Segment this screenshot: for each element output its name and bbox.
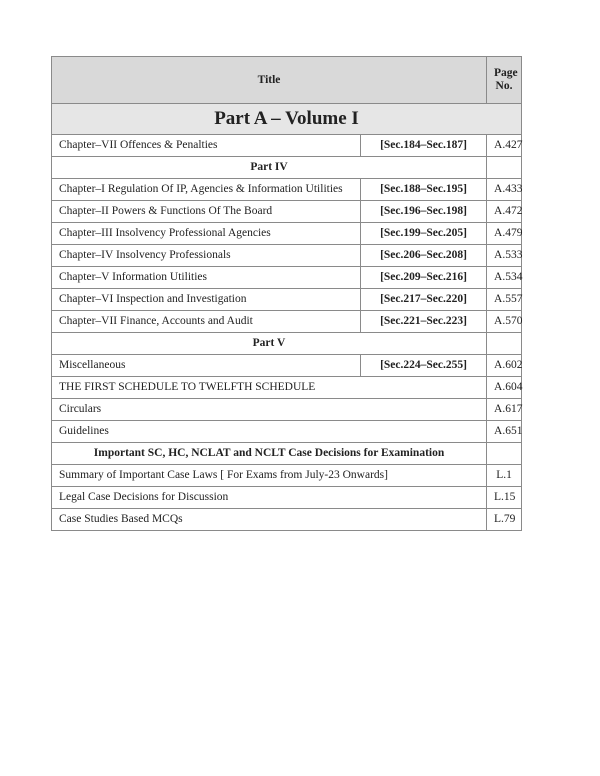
part-heading-row — [52, 157, 522, 179]
entry-page: A.534 — [487, 267, 522, 289]
part-heading-page — [487, 333, 522, 355]
entry-page: A.557 — [487, 289, 522, 311]
entry-title: Chapter–V Information Utilities — [52, 267, 361, 289]
header-page-no — [487, 57, 522, 104]
entry-sections: [Sec.221–Sec.223] — [361, 311, 487, 333]
important-heading-page — [487, 443, 522, 465]
entry-title: Case Studies Based MCQs — [52, 509, 487, 531]
toc-entry-row — [52, 201, 522, 223]
toc-entry-row — [52, 399, 522, 421]
toc-entry-row — [52, 487, 522, 509]
part-heading: Part V — [52, 333, 487, 355]
entry-page: A.602 — [487, 355, 522, 377]
header-page-no-line2: No. — [495, 80, 513, 92]
entry-page: A.479 — [487, 223, 522, 245]
entry-title: Circulars — [52, 399, 487, 421]
part-heading-page — [487, 157, 522, 179]
part-a-row — [52, 104, 522, 135]
entry-page: L.1 — [487, 465, 522, 487]
toc-entry-row — [52, 355, 522, 377]
toc-entry-row — [52, 267, 522, 289]
entry-title: Chapter–IV Insolvency Professionals — [52, 245, 361, 267]
entry-title: Chapter–VI Inspection and Investigation — [52, 289, 361, 311]
entry-sections: [Sec.217–Sec.220] — [361, 289, 487, 311]
entry-sections: [Sec.209–Sec.216] — [361, 267, 487, 289]
entry-sections: [Sec.188–Sec.195] — [361, 179, 487, 201]
entry-title: Legal Case Decisions for Discussion — [52, 487, 487, 509]
toc-entry-row — [52, 311, 522, 333]
entry-title: Guidelines — [52, 421, 487, 443]
toc-entry-row — [52, 245, 522, 267]
entry-sections: [Sec.184–Sec.187] — [361, 135, 487, 157]
entry-title: Chapter–VII Offences & Penalties — [52, 135, 361, 157]
entry-page: L.79 — [487, 509, 522, 531]
entry-title: Chapter–I Regulation Of IP, Agencies & Information Utilities — [52, 179, 361, 201]
part-a-heading: Part A – Volume I — [52, 104, 522, 135]
toc-entry-row — [52, 509, 522, 531]
entry-sections: [Sec.224–Sec.255] — [361, 355, 487, 377]
header-page-no-line1: Page — [494, 67, 518, 80]
entry-sections: [Sec.196–Sec.198] — [361, 201, 487, 223]
entry-title: Summary of Important Case Laws [ For Exams from July-23 Onwards] — [52, 465, 487, 487]
entry-sections: [Sec.199–Sec.205] — [361, 223, 487, 245]
header-row — [52, 57, 522, 104]
important-heading-row — [52, 443, 522, 465]
entry-page: A.427 — [487, 135, 522, 157]
entry-page: A.604 — [487, 377, 522, 399]
table-of-contents — [51, 56, 522, 531]
toc-entry-row — [52, 421, 522, 443]
entry-page: A.617 — [487, 399, 522, 421]
toc-entry-row — [52, 465, 522, 487]
important-heading: Important SC, HC, NCLAT and NCLT Case Decisions for Examination — [52, 443, 487, 465]
entry-title: Chapter–III Insolvency Professional Agencies — [52, 223, 361, 245]
entry-sections: [Sec.206–Sec.208] — [361, 245, 487, 267]
toc-entry-row — [52, 179, 522, 201]
entry-title: Chapter–II Powers & Functions Of The Board — [52, 201, 361, 223]
toc-entry-row — [52, 289, 522, 311]
toc-entry-row — [52, 135, 522, 157]
entry-title: Miscellaneous — [52, 355, 361, 377]
entry-page: A.433 — [487, 179, 522, 201]
entry-page: L.15 — [487, 487, 522, 509]
entry-page: A.533 — [487, 245, 522, 267]
entry-page: A.570 — [487, 311, 522, 333]
entry-page: A.472 — [487, 201, 522, 223]
toc-entry-row — [52, 377, 522, 399]
toc-entry-row — [52, 223, 522, 245]
part-heading: Part IV — [52, 157, 487, 179]
entry-page: A.651 — [487, 421, 522, 443]
entry-title: Chapter–VII Finance, Accounts and Audit — [52, 311, 361, 333]
part-heading-row — [52, 333, 522, 355]
header-title: Title — [52, 57, 487, 104]
entry-title: THE FIRST SCHEDULE TO TWELFTH SCHEDULE — [52, 377, 487, 399]
